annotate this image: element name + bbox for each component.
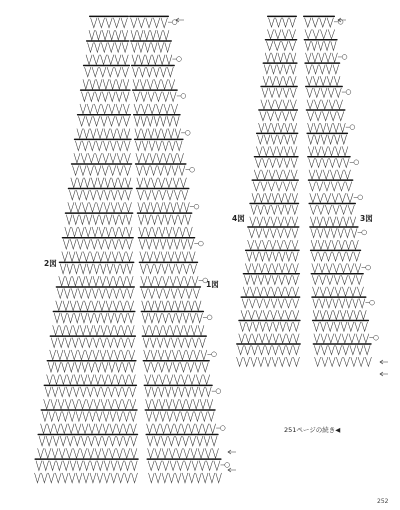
figure-1-panel-stitch-row — [137, 190, 187, 200]
figure-1-panel-stitch-row — [138, 202, 190, 212]
figure-2-panel-chain-band — [47, 360, 137, 362]
figure-1-panel-stitch-row — [134, 92, 177, 102]
figure-4-panel-stitch-row — [239, 334, 299, 343]
figure-2-panel-stitch-row — [36, 461, 137, 471]
row-marker-icon — [354, 160, 359, 165]
figure-1-panel-chain-band — [129, 16, 169, 18]
figure-1-panel-chain-band — [131, 65, 175, 67]
figure-3-panel-chain-band — [303, 16, 335, 18]
figure-2-panel-stitch-row — [48, 362, 135, 372]
figure-4-panel-chain-band — [252, 179, 299, 181]
row-marker-icon — [225, 463, 230, 468]
figure-1-panel-stitch-row — [139, 227, 192, 237]
figure-1-panel-chain-band — [142, 335, 207, 337]
figure-3-panel-stitch-row — [311, 252, 359, 261]
figure-1-panel-stitch-row — [146, 399, 213, 409]
figure-3-panel-chain-band — [311, 296, 366, 298]
left-arrow-icon — [380, 372, 388, 376]
figure-1-panel-stitch-row — [139, 239, 193, 249]
figure-1-panel-stitch-row — [137, 178, 186, 188]
figure-2-panel-stitch-row — [60, 264, 133, 274]
figure-2-panel-stitch-row — [53, 325, 135, 335]
figure-4-panel-chain-band — [267, 16, 297, 18]
figure-1-panel-stitch-row — [136, 153, 184, 163]
figure-2-panel-stitch-row — [65, 227, 132, 237]
figure-1-panel-stitch-row — [133, 67, 174, 77]
figure-1-panel-chain-band — [140, 286, 201, 288]
figure-1-panel-stitch-row — [134, 116, 179, 126]
figure-2-panel-chain-band — [38, 434, 139, 436]
figure-1-panel-stitch-row — [144, 362, 208, 372]
figure-1-panel-chain-band — [135, 163, 187, 165]
figure-2-panel-stitch-row — [71, 178, 131, 188]
figure-4-panel-chain-band — [245, 250, 300, 252]
figure-2-panel-stitch-row — [38, 448, 137, 458]
figure-3-panel-chain-band — [304, 39, 338, 41]
figure-2-panel-stitch-row — [77, 129, 130, 139]
row-marker-icon — [177, 57, 182, 62]
figure-1-panel-chain-band — [144, 385, 213, 387]
figure-2-panel-stitch-row — [54, 313, 134, 323]
figure-4-panel-stitch-row — [261, 100, 297, 109]
figure-2-panel-stitch-row — [78, 116, 129, 126]
figure-1-panel-stitch-row — [140, 252, 195, 262]
row-marker-icon — [198, 241, 203, 246]
figure-3-panel-stitch-row — [307, 100, 343, 109]
figure-3-panel-chain-band — [311, 273, 364, 275]
figure-1-panel-stitch-row — [143, 338, 205, 348]
figure-1-panel-chain-band — [143, 360, 210, 362]
figure-2-panel-chain-band — [89, 16, 129, 18]
page-number: 252 — [377, 498, 389, 505]
figure-3-panel-stitch-row — [308, 123, 346, 132]
figure-4-panel-chain-band — [241, 296, 301, 298]
figure-3-panel-stitch-row — [305, 41, 336, 50]
left-arrow-icon — [380, 360, 388, 364]
figure-3-panel-stitch-row — [310, 205, 354, 214]
figure-3-panel-stitch-row — [305, 29, 335, 38]
figure-1-panel-stitch-row — [145, 387, 211, 397]
figure-1-panel-stitch-row — [131, 18, 168, 28]
figure-3-panel-stitch-row — [306, 76, 340, 85]
figure-2-panel-stitch-row — [59, 276, 133, 286]
figure-4-panel-stitch-row — [249, 228, 298, 237]
figure-4-panel-chain-band — [249, 203, 299, 205]
figure-2-panel-stitch-row — [74, 153, 130, 163]
figure-3-panel-stitch-row — [309, 158, 349, 167]
figure-3-panel-stitch-row — [314, 345, 370, 354]
figure-4-panel-stitch-row — [240, 322, 299, 331]
figure-1-panel-stitch-row — [134, 104, 178, 114]
figure-4-panel-stitch-row — [251, 205, 298, 214]
figure-4-panel-stitch-row — [258, 135, 297, 144]
figure-4-panel-stitch-row — [259, 123, 297, 132]
figure-1-panel-chain-band — [134, 139, 184, 141]
row-marker-icon — [346, 90, 351, 95]
figure-4-panel-stitch-row — [238, 345, 300, 354]
figure-1-panel-stitch-row — [132, 42, 171, 52]
figure-1-panel-stitch-row — [148, 461, 220, 471]
figure-4-panel-chain-band — [263, 62, 298, 64]
figure-4-panel-stitch-row — [255, 158, 297, 167]
figure-1-panel-stitch-row — [149, 473, 222, 483]
figure-3-panel-stitch-row — [315, 357, 372, 366]
figure-1-panel-chain-band — [145, 409, 216, 411]
figure-1-panel-stitch-row — [132, 55, 172, 65]
figure-1-label: 1図 — [206, 280, 219, 289]
figure-4-panel-chain-band — [236, 343, 301, 345]
figure-4-panel-stitch-row — [264, 65, 296, 74]
figure-3-panel-chain-band — [313, 343, 372, 345]
figure-3-panel-stitch-row — [309, 182, 351, 191]
figure-3-panel-stitch-row — [306, 65, 339, 74]
figure-4-panel-stitch-row — [267, 29, 295, 38]
figure-3-panel-stitch-row — [308, 135, 347, 144]
continuation-note: 251ページの続き◀ — [284, 426, 341, 434]
row-marker-icon — [207, 315, 212, 320]
figure-2-panel-stitch-row — [62, 252, 133, 262]
figure-2-panel-stitch-row — [72, 165, 130, 175]
figure-3-panel-stitch-row — [313, 310, 366, 319]
figure-3-panel-stitch-row — [313, 299, 365, 308]
figure-3-panel-chain-band — [307, 156, 351, 158]
figure-4-panel-stitch-row — [246, 252, 298, 261]
figure-2-panel-stitch-row — [63, 239, 132, 249]
figure-3-panel-stitch-row — [311, 240, 358, 249]
figure-1-panel-stitch-row — [147, 436, 217, 446]
figure-2-panel-chain-band — [62, 237, 134, 239]
left-arrow-icon — [228, 468, 236, 472]
figure-1-panel-stitch-row — [146, 411, 214, 421]
figure-3-panel-stitch-row — [313, 287, 364, 296]
figure-3-label: 3図 — [360, 214, 373, 223]
figure-4-panel-stitch-row — [244, 275, 298, 284]
figure-2-panel-stitch-row — [75, 141, 130, 151]
figure-4-panel-stitch-row — [254, 170, 297, 179]
left-arrow-icon — [176, 18, 184, 22]
figure-1-panel-chain-band — [132, 89, 178, 91]
figure-3-panel-chain-band — [309, 203, 356, 205]
figure-4-panel — [236, 16, 301, 367]
row-marker-icon — [366, 265, 371, 270]
left-arrow-icon — [338, 18, 346, 22]
figure-2-panel-stitch-row — [66, 215, 131, 225]
figure-4-panel-chain-band — [254, 156, 299, 158]
figure-4-panel-stitch-row — [250, 217, 298, 226]
figure-1-panel — [129, 16, 230, 483]
figure-4-panel-chain-band — [238, 320, 300, 322]
figure-1-panel-chain-band — [137, 212, 193, 214]
figure-3-panel-chain-band — [306, 133, 348, 135]
figure-2-panel-stitch-row — [86, 55, 128, 65]
row-marker-icon — [362, 230, 367, 235]
figure-3-panel-stitch-row — [306, 53, 338, 62]
figure-4-panel-stitch-row — [263, 76, 296, 85]
figure-2-panel-stitch-row — [85, 67, 129, 77]
left-arrow-icon — [228, 450, 236, 454]
figure-4-panel-chain-band — [260, 86, 297, 88]
figure-4-panel-stitch-row — [245, 263, 298, 272]
figure-2-panel-chain-band — [56, 286, 135, 288]
figure-2-panel-stitch-row — [83, 79, 129, 89]
figure-2-panel-stitch-row — [80, 104, 129, 114]
figure-2-panel-stitch-row — [88, 42, 128, 52]
figure-2-panel-chain-band — [68, 188, 133, 190]
figure-4-panel-stitch-row — [237, 357, 300, 366]
figure-2-panel-chain-band — [86, 40, 130, 42]
figure-3-panel-stitch-row — [314, 322, 368, 331]
figure-1-panel-stitch-row — [140, 264, 196, 274]
figure-4-panel-stitch-row — [265, 53, 296, 62]
figure-1-panel-chain-band — [146, 434, 219, 436]
figure-3-panel-chain-band — [308, 179, 354, 181]
figure-1-panel-stitch-row — [135, 141, 182, 151]
figure-3-panel-stitch-row — [307, 111, 344, 120]
figure-2-panel-chain-band — [50, 335, 136, 337]
figure-2-panel-chain-band — [65, 212, 134, 214]
figure-4-panel-chain-band — [247, 226, 299, 228]
figure-1-panel-stitch-row — [133, 79, 175, 89]
row-marker-icon — [181, 94, 186, 99]
row-marker-icon — [342, 55, 347, 60]
figure-4-panel-chain-band — [256, 133, 298, 135]
figure-3-panel-stitch-row — [314, 334, 369, 343]
figure-3-panel-chain-band — [309, 226, 358, 228]
figure-4-panel-stitch-row — [262, 88, 296, 97]
figure-1-panel-chain-band — [138, 237, 196, 239]
figure-3-panel-stitch-row — [312, 275, 362, 284]
figure-1-panel-chain-band — [136, 188, 190, 190]
figure-2-panel-chain-band — [41, 409, 138, 411]
figure-2-panel-chain-band — [59, 262, 135, 264]
row-marker-icon — [370, 300, 375, 305]
figure-1-panel-stitch-row — [138, 215, 191, 225]
figure-1-panel-stitch-row — [148, 448, 219, 458]
figure-2-panel-stitch-row — [41, 424, 137, 434]
figure-2-panel — [35, 16, 139, 483]
figure-4-panel-stitch-row — [269, 18, 296, 27]
figure-1-panel-stitch-row — [131, 30, 169, 40]
figure-3-panel-chain-band — [312, 320, 369, 322]
figure-4-panel-stitch-row — [256, 146, 297, 155]
figure-4-panel-stitch-row — [266, 41, 295, 50]
figure-2-panel-stitch-row — [39, 436, 137, 446]
figure-3-panel-stitch-row — [310, 217, 355, 226]
figure-2-panel-chain-band — [77, 114, 131, 116]
figure-1-panel-stitch-row — [142, 313, 202, 323]
figure-2-panel-chain-band — [35, 458, 139, 460]
figure-1-panel-stitch-row — [145, 375, 210, 385]
figure-2-panel-chain-band — [53, 311, 136, 313]
figure-4-panel-stitch-row — [241, 310, 299, 319]
figure-4-label: 4図 — [232, 214, 245, 223]
row-marker-icon — [194, 204, 199, 209]
figure-1-panel-stitch-row — [144, 350, 207, 360]
figure-3-panel-chain-band — [305, 86, 343, 88]
figure-2-panel-chain-band — [71, 163, 132, 165]
figure-3-panel-stitch-row — [309, 170, 350, 179]
figure-2-panel-chain-band — [44, 385, 138, 387]
figure-4-panel-chain-band — [258, 109, 298, 111]
figure-3-panel-chain-band — [304, 62, 340, 64]
figure-1-panel-chain-band — [133, 114, 181, 116]
figure-3-panel-chain-band — [310, 250, 361, 252]
figure-3-panel-stitch-row — [307, 88, 342, 97]
figure-2-panel-stitch-row — [91, 18, 128, 28]
row-marker-icon — [358, 195, 363, 200]
row-marker-icon — [185, 130, 190, 135]
figure-1-panel-stitch-row — [143, 325, 204, 335]
figure-4-panel-stitch-row — [243, 287, 298, 296]
figure-4-panel-chain-band — [265, 39, 297, 41]
row-marker-icon — [350, 125, 355, 130]
row-marker-icon — [374, 335, 379, 340]
figure-2-panel-stitch-row — [68, 202, 132, 212]
figure-2-panel-chain-band — [74, 139, 132, 141]
figure-2-panel-chain-band — [83, 65, 130, 67]
figure-2-panel-stitch-row — [57, 288, 133, 298]
figure-2-panel-stitch-row — [69, 190, 131, 200]
figure-1-panel-stitch-row — [141, 276, 198, 286]
figure-2-panel-stitch-row — [51, 338, 134, 348]
figure-4-panel-stitch-row — [248, 240, 298, 249]
figure-2-panel-stitch-row — [89, 30, 128, 40]
figure-3-panel — [303, 16, 378, 367]
figure-2-panel-stitch-row — [47, 375, 136, 385]
figure-1-panel-stitch-row — [135, 129, 181, 139]
figure-1-panel-stitch-row — [142, 301, 201, 311]
figure-1-panel-chain-band — [147, 458, 222, 460]
figure-4-panel-stitch-row — [252, 193, 298, 202]
figure-2-panel-stitch-row — [35, 473, 138, 483]
figure-2-panel-chain-band — [80, 89, 131, 91]
figure-4-panel-stitch-row — [260, 111, 297, 120]
figure-3-panel-stitch-row — [310, 193, 353, 202]
figure-4-panel-stitch-row — [253, 182, 297, 191]
row-marker-icon — [212, 352, 217, 357]
figure-3-panel-chain-band — [306, 109, 346, 111]
row-marker-icon — [190, 167, 195, 172]
figure-1-panel-chain-band — [130, 40, 172, 42]
figure-3-panel-stitch-row — [311, 228, 357, 237]
row-marker-icon — [220, 426, 225, 431]
figure-4-panel-stitch-row — [242, 299, 299, 308]
figure-1-panel-chain-band — [139, 262, 198, 264]
row-marker-icon — [216, 389, 221, 394]
figure-1-panel-stitch-row — [147, 424, 216, 434]
figure-2-panel-stitch-row — [44, 399, 136, 409]
figure-1-panel-chain-band — [141, 311, 204, 313]
figure-2-panel-stitch-row — [81, 92, 129, 102]
figure-3-panel-stitch-row — [305, 18, 334, 27]
figure-4-panel-chain-band — [243, 273, 300, 275]
figure-2-panel-stitch-row — [45, 387, 135, 397]
figure-2-panel-stitch-row — [50, 350, 135, 360]
figure-3-panel-stitch-row — [308, 146, 348, 155]
figure-3-panel-stitch-row — [312, 263, 361, 272]
figure-2-panel-stitch-row — [42, 411, 136, 421]
figure-2-panel-stitch-row — [56, 301, 134, 311]
figure-1-panel-stitch-row — [141, 288, 199, 298]
figure-2-label: 2図 — [44, 259, 57, 268]
figure-1-panel-stitch-row — [136, 165, 185, 175]
